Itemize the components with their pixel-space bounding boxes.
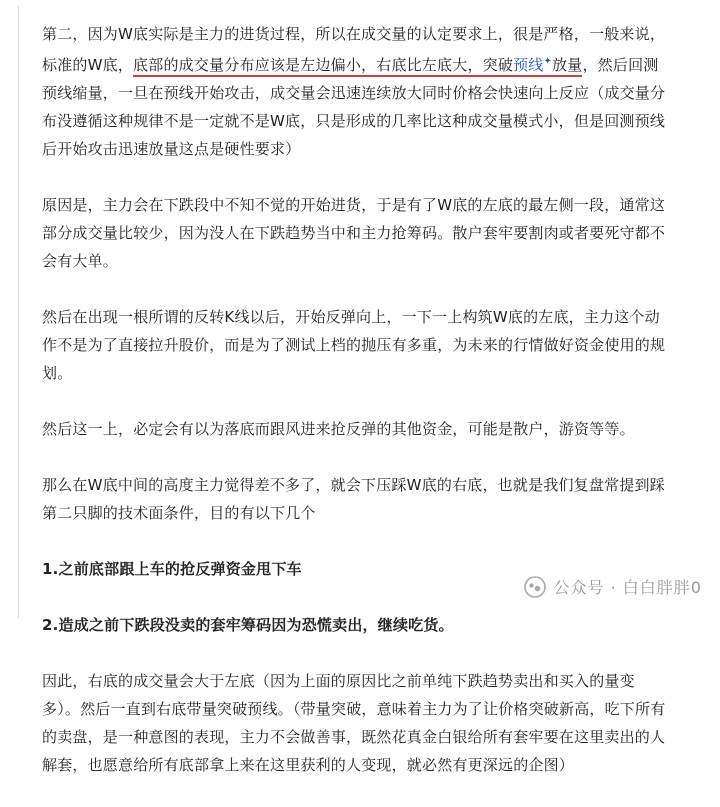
paragraph-right-bottom: 那么在W底中间的高度主力觉得差不多了，就会下压踩W底的右底，也就是我们复盘常提到踩第二只脚的技术面条件，目的有以下几个	[42, 476, 665, 522]
paragraph-text: 第二，因为W底实际是主力的进货过程，所以在成交量的认定要求上，很是严格，一般来说，标准的W底，	[42, 25, 666, 74]
highlight-text: 底部的成交量分布应该是左边偏小，右底比左底大，突破	[133, 56, 514, 74]
sparkle-icon: ✦	[543, 56, 553, 67]
paragraph-volume-requirement	[42, 20, 670, 163]
highlight-text-end: 放量	[552, 56, 583, 74]
paragraph-rebound: 然后在出现一根所谓的反转K线以后，开始反弹向上，一下一上构筑W底的左底，主力这个动作不是为了直接拉升股价，而是为了测试上档的抛压有多重，为未来的行情做好资金使用的规划。	[42, 308, 666, 382]
watermark	[524, 575, 702, 598]
paragraph-text-continued: ，然后回测预线缩量，一旦在预线开始攻击，成交量会迅速连续放大同时价格会快速向上反应（成交量分布没遵循这种规律不是一定就不是W底，只是形成的几率比这种成交量模式小，但是回测预线后开始攻击迅速放量这点是硬性要求）	[42, 56, 666, 158]
list-item-2: 2.造成之前下跌段没卖的套牢筹码因为恐慌卖出，继续吃货。	[42, 616, 454, 634]
underlined-highlight	[133, 56, 582, 77]
watermark-text: 公众号 · 白白胖胖0	[553, 578, 702, 597]
paragraph-followers: 然后这一上，必定会有以为落底而跟风进来抢反弹的其他资金，可能是散户，游资等等。	[42, 420, 635, 438]
list-item-1: 1.之前底部跟上车的抢反弹资金甩下车	[42, 560, 302, 578]
preline-link[interactable]: 预线	[513, 56, 544, 74]
paragraph-conclusion: 因此，右底的成交量会大于左底（因为上面的原因比之前单纯下跌趋势卖出和买入的量变多）。然后一直到右底带量突破预线。（带量突破，意味着主力为了让价格突破新高，吃下所有的卖盘，是一种意图的表现，主力不会做善事，既然花真金白银给所有套牢要在这里卖出的人解套，也愿意给所有底部拿上来在这里获利的人变现，就必然有更深远的企图）	[42, 672, 666, 774]
paragraph-reason: 原因是，主力会在下跌段中不知不觉的开始进货，于是有了W底的左底的最左侧一段，通常这部分成交量比较少，因为没人在下跌趋势当中和主力抢筹码。散户套牢要割肉或者要死守都不会有大单。	[42, 196, 666, 270]
wechat-official-account-icon	[524, 576, 546, 598]
article-body	[42, 20, 670, 807]
